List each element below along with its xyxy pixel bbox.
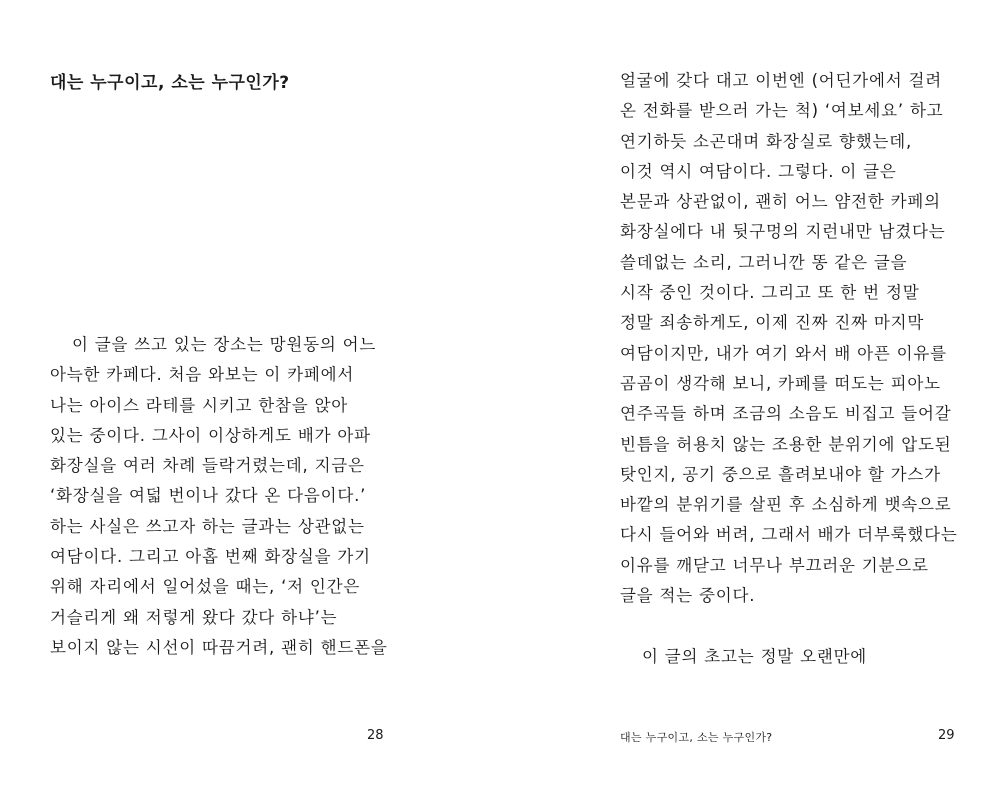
text-line: 이것 역시 여담이다. 그렇다. 이 글은 <box>620 161 897 181</box>
text-line: 거슬리게 왜 저렇게 왔다 갔다 하냐’는 <box>50 607 338 627</box>
text-line: ‘화장실을 여덟 번이나 갔다 온 다음이다.’ <box>50 486 367 506</box>
text-line: 여담이지만, 내가 여기 와서 배 아픈 이유를 <box>620 343 947 363</box>
page-number-right: 29 <box>938 728 955 743</box>
text-line: 다시 들어와 버려, 그래서 배가 더부룩했다는 <box>620 525 958 545</box>
text-line: 있는 중이다. 그사이 이상하게도 배가 아파 <box>50 425 371 445</box>
text-line: 이 글을 쓰고 있는 장소는 망원동의 어느 <box>72 335 377 354</box>
text-line: 이유를 깨닫고 너무나 부끄러운 기분으로 <box>620 555 929 575</box>
text-line: 바깥의 분위기를 살핀 후 소심하게 뱃속으로 <box>620 495 952 515</box>
page-number-left: 28 <box>367 728 384 743</box>
text-line: 본문과 상관없이, 괜히 어느 얌전한 카페의 <box>620 192 941 212</box>
text-line: 이 글의 초고는 정말 오랜만에 <box>642 646 868 666</box>
text-line: 여담이다. 그리고 아홉 번째 화장실을 가기 <box>50 547 371 567</box>
text-line: 정말 죄송하게도, 이제 진짜 진짜 마지막 <box>620 313 925 333</box>
chapter-title: 대는 누구이고, 소는 누구인가? <box>50 73 290 93</box>
left-body-text <box>50 330 390 663</box>
right-body-text <box>620 66 960 672</box>
text-line: 위해 자리에서 일어섰을 때는, ‘저 인간은 <box>50 577 361 597</box>
text-line: 탓인지, 공기 중으로 흘려보내야 할 가스가 <box>620 464 941 484</box>
paragraph-gap <box>620 611 960 641</box>
text-line: 글을 적는 중이다. <box>620 586 756 606</box>
text-line: 아늑한 카페다. 처음 와보는 이 카페에서 <box>50 365 355 385</box>
text-line: 빈틈을 허용치 않는 조용한 분위기에 압도된 <box>620 434 952 454</box>
text-line: 얼굴에 갖다 대고 이번엔 (어딘가에서 걸려 <box>620 71 943 90</box>
text-line: 나는 아이스 라테를 시키고 한참을 앉아 <box>50 395 349 415</box>
text-line: 쓸데없는 소리, 그러니깐 똥 같은 글을 <box>620 252 908 272</box>
text-line: 곰곰이 생각해 보니, 카페를 떠도는 피아노 <box>620 373 941 393</box>
text-line: 보이지 않는 시선이 따끔거려, 괜히 핸드폰을 <box>50 637 388 657</box>
text-line: 연기하듯 소곤대며 화장실로 향했는데, <box>620 131 913 151</box>
text-line: 화장실에다 내 뒷구멍의 지런내만 남겼다는 <box>620 222 946 242</box>
text-line: 시작 중인 것이다. 그리고 또 한 번 정말 <box>620 283 920 303</box>
text-line: 연주곡들 하며 조금의 소음도 비집고 들어갈 <box>620 404 952 424</box>
text-line: 하는 사실은 쓰고자 하는 글과는 상관없는 <box>50 516 365 536</box>
running-header: 대는 누구이고, 소는 누구인가? <box>620 731 773 744</box>
text-line: 화장실을 여러 차례 들락거렸는데, 지금은 <box>50 456 365 476</box>
right-page <box>500 0 1000 809</box>
text-line: 온 전화를 받으러 가는 척) ‘여보세요’ 하고 <box>620 101 944 121</box>
